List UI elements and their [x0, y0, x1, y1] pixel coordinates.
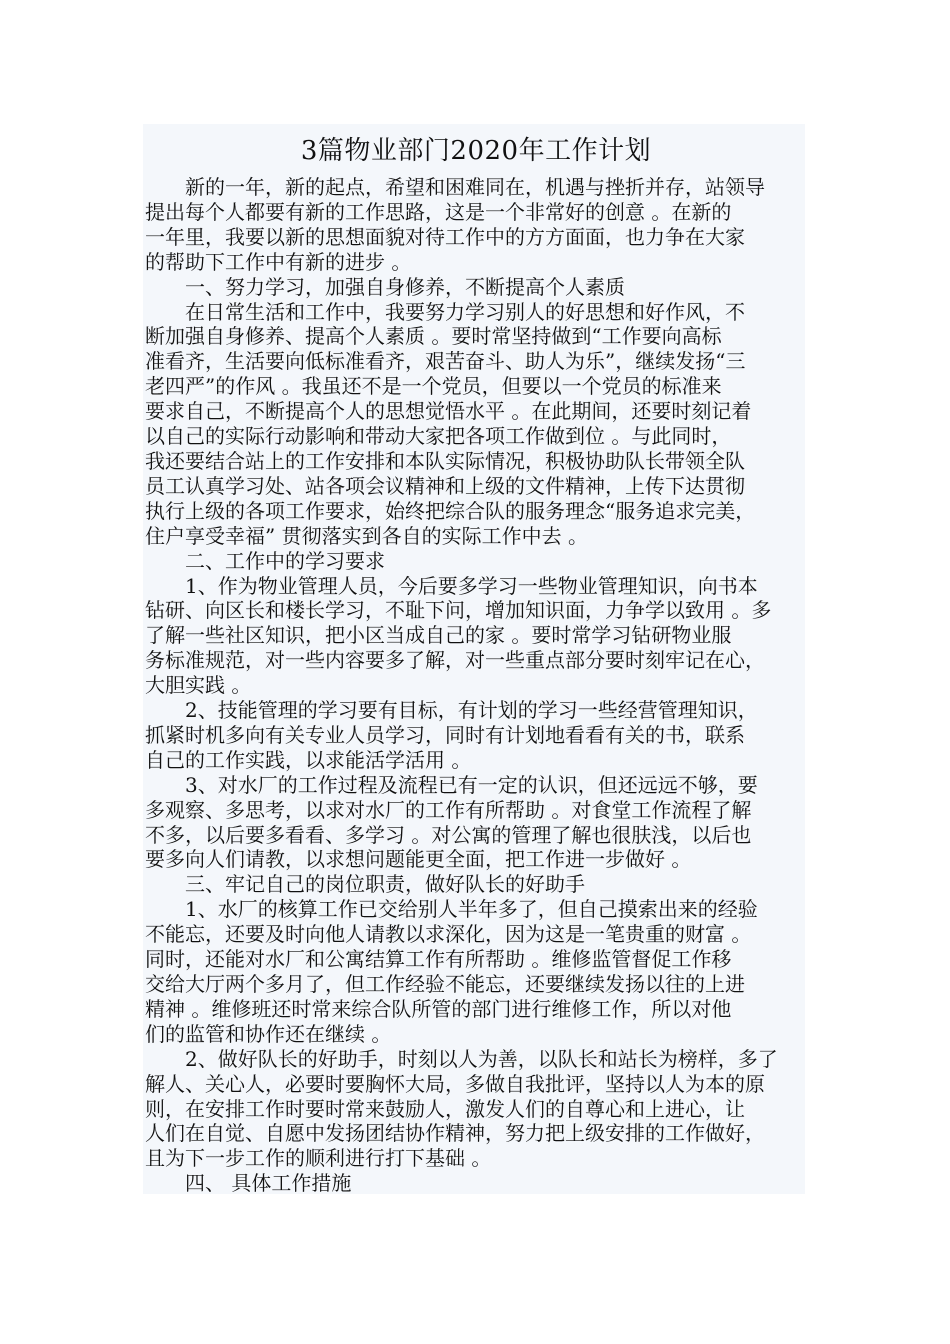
text-line: 我还要结合站上的工作安排和本队实际情况，积极协助队长带领全队: [145, 448, 745, 473]
text-line: 同时，还能对水厂和公寓结算工作有所帮助 。维修监管督促工作移: [145, 947, 732, 972]
paragraph: [145, 574, 807, 699]
text-line: 三、牢记自己的岗位职责，做好队长的好助手: [185, 872, 585, 897]
text-line: 解人、关心人，必要时要胸怀大局，多做自我批评，坚持以人为本的原: [145, 1071, 765, 1096]
text-line: 在日常生活和工作中，我要努力学习别人的好思想和好作风，不: [185, 299, 745, 324]
text-line: 且为下一步工作的顺利进行打下基础 。: [145, 1146, 492, 1171]
text-line: 要多向人们请教，以求想问题能更全面，把工作进一步做好 。: [145, 847, 692, 872]
text-line: 1、水厂的核算工作已交给别人半年多了，但自己摸索出来的经验: [185, 897, 758, 922]
text-line: 抓紧时机多向有关专业人员学习，同时有计划地看看有关的书，联系: [145, 722, 745, 747]
text-line: 自己的工作实践，以求能活学活用 。: [145, 747, 472, 772]
paragraph: [145, 872, 807, 897]
text-line: 2、技能管理的学习要有目标，有计划的学习一些经营管理知识，: [185, 698, 758, 723]
text-line: 们的监管和协作还在继续 。: [145, 1021, 392, 1046]
text-line: 人们在自觉、自愿中发扬团结协作精神，努力把上级安排的工作做好，: [145, 1121, 765, 1146]
text-line: 以自己的实际行动影响和带动大家把各项工作做到位 。与此同时，: [145, 424, 732, 449]
paragraph: [145, 1047, 807, 1172]
text-line: 的帮助下工作中有新的进步 。: [145, 249, 412, 274]
text-line: 二、工作中的学习要求: [185, 548, 385, 573]
text-line: 准看齐，生活要向低标准看齐，艰苦奋斗、助人为乐”，继续发扬“三: [145, 349, 746, 374]
paragraph: [145, 275, 807, 300]
text-line: 不多，以后要多看看、多学习 。对公寓的管理了解也很肤浅，以后也: [145, 822, 752, 847]
paragraph: [145, 698, 807, 773]
paragraph: [145, 897, 807, 1046]
text-line: 老四严”的作风 。我虽还不是一个党员，但要以一个党员的标准来: [145, 374, 722, 399]
paragraph: [145, 1171, 807, 1196]
text-line: 四、 具体工作措施: [185, 1171, 352, 1196]
document-title: 3篇物业部门2020年工作计划: [300, 136, 652, 166]
text-line: 多观察、多思考，以求对水厂的工作有所帮助 。对食堂工作流程了解: [145, 797, 752, 822]
paragraph: [145, 549, 807, 574]
text-line: 住户享受幸福” 贯彻落实到各自的实际工作中去 。: [145, 523, 588, 548]
text-line: 一、努力学习，加强自身修养，不断提高个人素质: [185, 274, 625, 299]
text-line: 2、做好队长的好助手，时刻以人为善，以队长和站长为榜样，多了: [185, 1046, 778, 1071]
text-line: 精神 。维修班还时常来综合队所管的部门进行维修工作，所以对他: [145, 996, 732, 1021]
text-line: 提出每个人都要有新的工作思路，这是一个非常好的创意 。在新的: [145, 199, 732, 224]
text-line: 1、作为物业管理人员，今后要多学习一些物业管理知识，向书本: [185, 573, 758, 598]
text-line: 交给大厅两个多月了，但工作经验不能忘，还要继续发扬以往的上进: [145, 972, 745, 996]
text-line: 3、对水厂的工作过程及流程已有一定的认识，但还远远不够，要: [185, 772, 758, 797]
text-line: 员工认真学习处、站各项会议精神和上级的文件精神，上传下达贯彻: [145, 473, 745, 498]
text-line: 了解一些社区知识，把小区当成自己的家 。要时常学习钻研物业服: [145, 623, 732, 648]
text-line: 一年里，我要以新的思想面貌对待工作中的方方面面，也力争在大家: [145, 224, 745, 249]
text-line: 断加强自身修养、提高个人素质 。要时常坚持做到“工作要向高标: [145, 324, 722, 349]
document-page: [145, 131, 835, 1196]
text-line: 新的一年，新的起点，希望和困难同在，机遇与挫折并存，站领导: [185, 175, 765, 199]
paragraph: [145, 773, 807, 873]
text-line: 则，在安排工作时要时常来鼓励人，激发人们的自尊心和上进心，让: [145, 1096, 745, 1121]
paragraph: [145, 300, 807, 549]
text-line: 执行上级的各项工作要求，始终把综合队的服务理念“服务追求完美，: [145, 498, 756, 523]
text-line: 务标准规范，对一些内容要多了解，对一些重点部分要时刻牢记在心，: [145, 648, 765, 673]
document-body: [145, 175, 835, 1196]
text-line: 大胆实践 。: [145, 673, 252, 698]
text-line: 不能忘，还要及时向他人请教以求深化，因为这是一笔贵重的财富 。: [145, 922, 752, 947]
paragraph: [145, 175, 807, 275]
text-line: 要求自己，不断提高个人的思想觉悟水平 。在此期间，还要时刻记着: [145, 399, 752, 424]
text-line: 钻研、向区长和楼长学习，不耻下问，增加知识面，力争学以致用 。多: [145, 598, 772, 623]
